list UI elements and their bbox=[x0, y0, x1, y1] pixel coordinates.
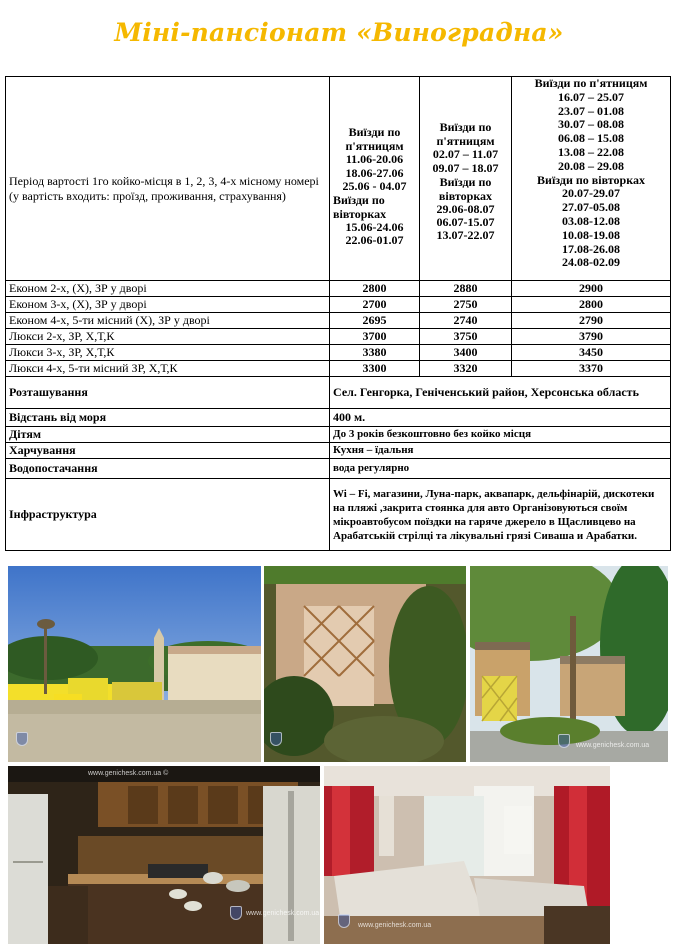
price-cell: 3790 bbox=[512, 329, 671, 345]
info-row-food bbox=[6, 443, 671, 459]
room-type-label: Економ 2-х, (Х), ЗР у дворі bbox=[6, 281, 330, 297]
info-label: Харчування bbox=[6, 443, 330, 459]
shield-logo-icon bbox=[230, 906, 242, 920]
room-type-label: Економ 3-х, (Х), ЗР у дворі bbox=[6, 297, 330, 313]
info-row-infrastructure bbox=[6, 479, 671, 551]
info-value: 400 м. bbox=[330, 409, 671, 427]
watermark: www.genichesk.com.ua bbox=[246, 910, 320, 917]
info-value: Кухня – їдальня bbox=[330, 443, 671, 459]
price-cell: 3400 bbox=[420, 345, 512, 361]
table-row bbox=[6, 281, 671, 297]
period-col-2: Виїзди по п'ятницям 02.07 – 11.07 09.07 – 18.07 Виїзди по вівторках 29.06-08.07 06.07-15.07 13.07-22.07 bbox=[420, 77, 512, 281]
info-label: Розташування bbox=[6, 377, 330, 409]
price-cell: 3700 bbox=[330, 329, 420, 345]
price-cell: 2790 bbox=[512, 313, 671, 329]
table-header-row bbox=[6, 77, 671, 281]
watermark: www.genichesk.com.ua bbox=[576, 742, 650, 749]
info-row-distance bbox=[6, 409, 671, 427]
info-row-children bbox=[6, 427, 671, 443]
room-type-label: Люкси 4-х, 5-ти місний ЗР, Х,Т,К bbox=[6, 361, 330, 377]
photo-exterior-image bbox=[8, 566, 261, 762]
price-table bbox=[5, 76, 671, 551]
info-label: Водопостачання bbox=[6, 459, 330, 479]
info-value: вода регулярно bbox=[330, 459, 671, 479]
price-cell: 2740 bbox=[420, 313, 512, 329]
table-row bbox=[6, 361, 671, 377]
info-row-location bbox=[6, 377, 671, 409]
table-row bbox=[6, 345, 671, 361]
info-row-water bbox=[6, 459, 671, 479]
price-cell: 2900 bbox=[512, 281, 671, 297]
period-col-1: Виїзди по п'ятницям 11.06-20.06 18.06-27.06 25.06 - 04.07 Виїзди по вівторках 15.06-24.06 22.06-01.07 bbox=[330, 77, 420, 281]
photo-bedroom bbox=[324, 766, 610, 944]
price-cell: 3370 bbox=[512, 361, 671, 377]
period-col-3: Виїзди по п'ятницям 16.07 – 25.07 23.07 – 01.08 30.07 – 08.08 06.08 – 15.08 13.08 – 22.08 20.08 – 29.08 Виїзди по вівторках 20.07-29.07 27.07-05.08 03.08-12.08 10.08-19.08 17.08-26.08 24.08-02.09 bbox=[512, 77, 671, 281]
photo-garden-image bbox=[470, 566, 668, 762]
price-cell: 3380 bbox=[330, 345, 420, 361]
info-label: Відстань від моря bbox=[6, 409, 330, 427]
shield-logo-icon bbox=[558, 734, 570, 748]
photo-garden bbox=[470, 566, 668, 762]
price-cell: 3450 bbox=[512, 345, 671, 361]
watermark: www.genichesk.com.ua © bbox=[88, 770, 169, 777]
page-title: Міні-пансіонат «Виноградна» bbox=[114, 18, 564, 47]
price-cell: 3300 bbox=[330, 361, 420, 377]
photo-kitchen bbox=[8, 766, 320, 944]
period-label: Період вартості 1го койко-місця в 1, 2, 3, 4-х місному номері (у вартість входить: проїзд, проживання, страхування) bbox=[6, 77, 330, 281]
room-type-label: Економ 4-х, 5-ти місний (Х), ЗР у дворі bbox=[6, 313, 330, 329]
photo-porch-image bbox=[264, 566, 466, 762]
table-row bbox=[6, 329, 671, 345]
room-type-label: Люкси 3-х, ЗР, Х,Т,К bbox=[6, 345, 330, 361]
info-value: Wi – Fi, магазини, Луна-парк, аквапарк, дельфінарій, дискотеки на пляжі ,закрита стоянка для авто Організовуються своїм мікроавтобусом поїздки на гаряче джерело в Щасливцево на Арабатській стрілці та лікувальні грязі Сиваша и Арабатки. bbox=[330, 479, 671, 551]
info-value: До 3 років безкоштовно без койко місця bbox=[330, 427, 671, 443]
price-cell: 3750 bbox=[420, 329, 512, 345]
price-cell: 2800 bbox=[512, 297, 671, 313]
photo-kitchen-image bbox=[8, 766, 320, 944]
photo-porch bbox=[264, 566, 466, 762]
shield-logo-icon bbox=[338, 914, 350, 928]
watermark: www.genichesk.com.ua bbox=[358, 922, 432, 929]
price-cell: 2800 bbox=[330, 281, 420, 297]
info-label: Дітям bbox=[6, 427, 330, 443]
price-cell: 2880 bbox=[420, 281, 512, 297]
price-cell: 3320 bbox=[420, 361, 512, 377]
info-label: Інфраструктура bbox=[6, 479, 330, 551]
shield-logo-icon bbox=[270, 732, 282, 746]
table-row bbox=[6, 313, 671, 329]
shield-logo-icon bbox=[16, 732, 28, 746]
table-row bbox=[6, 297, 671, 313]
price-cell: 2695 bbox=[330, 313, 420, 329]
photo-exterior bbox=[8, 566, 261, 762]
info-value: Сел. Генгорка, Генічeнський район, Херсонська область bbox=[330, 377, 671, 409]
room-type-label: Люкси 2-х, ЗР, Х,Т,К bbox=[6, 329, 330, 345]
price-cell: 2700 bbox=[330, 297, 420, 313]
price-cell: 2750 bbox=[420, 297, 512, 313]
photo-bedroom-image bbox=[324, 766, 610, 944]
